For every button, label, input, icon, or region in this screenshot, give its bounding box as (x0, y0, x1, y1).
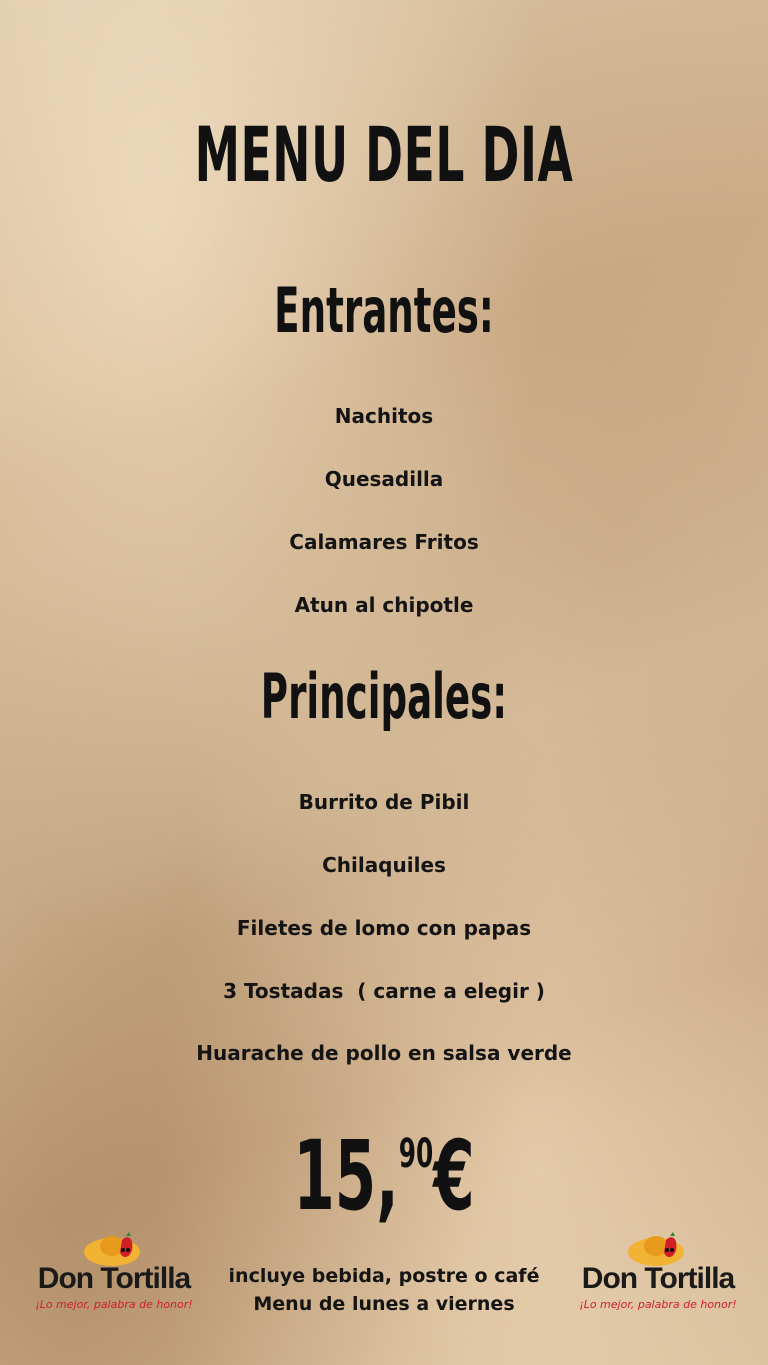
price (146, 1120, 622, 1232)
brand-name: Don Tortilla (37, 1262, 191, 1295)
brand-logo-right (574, 1232, 742, 1322)
price-main: 15, (293, 1120, 399, 1232)
menu-item: Atun al chipotle (294, 593, 474, 617)
section-heading-principales: Principales: (260, 660, 508, 733)
footer-includes: incluye bebida, postre o café (228, 1265, 540, 1287)
brand-logo-left (30, 1232, 198, 1322)
menu-item: Nachitos (334, 404, 434, 428)
menu-item: Chilaquiles (322, 853, 446, 877)
menu-title: MENU DEL DIA (194, 110, 574, 199)
menu-item: Huarache de pollo en salsa verde (196, 1041, 572, 1065)
brand-tagline: ¡Lo mejor, palabra de honor! (579, 1298, 737, 1311)
menu-item: Burrito de Pibil (298, 790, 470, 814)
brand-name: Don Tortilla (581, 1262, 735, 1295)
menu-item: Calamares Fritos (289, 530, 479, 554)
price-cents: 90 (398, 1131, 434, 1177)
menu-item: 3 Tostadas ( carne a elegir ) (223, 979, 545, 1003)
footer-schedule: Menu de lunes a viernes (253, 1293, 515, 1315)
brand-tagline: ¡Lo mejor, palabra de honor! (35, 1298, 193, 1311)
section-heading-entrantes: Entrantes: (274, 274, 494, 347)
menu-item: Quesadilla (324, 467, 444, 491)
menu-item: Filetes de lomo con papas (236, 916, 532, 940)
price-currency: € (433, 1120, 475, 1232)
